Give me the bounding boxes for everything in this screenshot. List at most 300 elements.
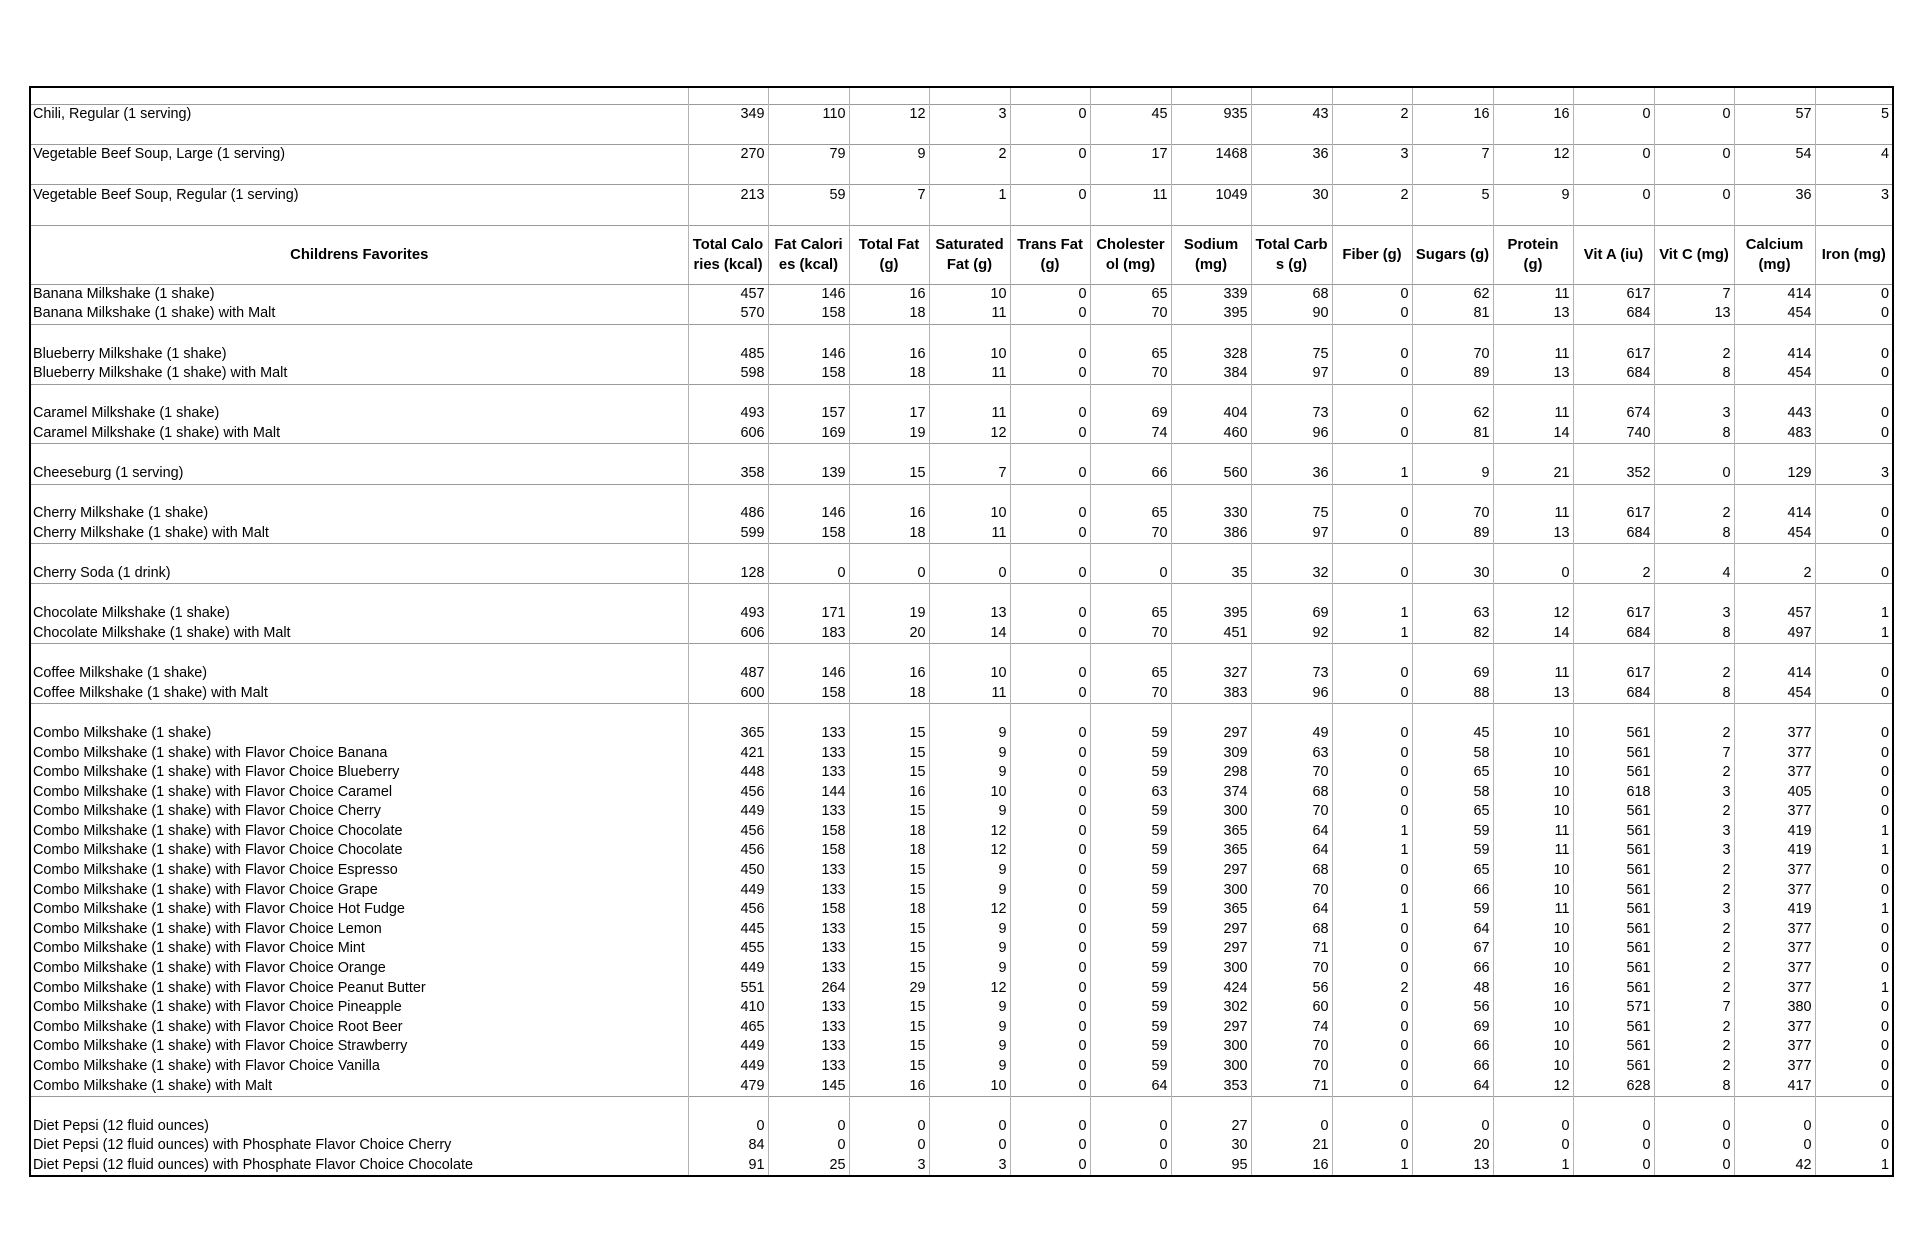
value-cell: 65 xyxy=(1412,861,1493,881)
value-cell: 0 xyxy=(1815,763,1893,783)
empty-cell xyxy=(849,125,929,145)
value-cell: 0 xyxy=(1332,1076,1412,1096)
empty-cell xyxy=(1171,544,1251,564)
value-cell: 0 xyxy=(768,1117,849,1137)
item-name-cell: Cheeseburg (1 serving) xyxy=(30,464,688,484)
value-cell: 2 xyxy=(1654,664,1734,684)
value-cell: 71 xyxy=(1251,939,1332,959)
value-cell: 10 xyxy=(1493,743,1573,763)
value-cell: 9 xyxy=(929,939,1010,959)
value-cell: 3 xyxy=(1815,185,1893,205)
value-cell: 13 xyxy=(929,604,1010,624)
column-header: Sugars (g) xyxy=(1412,225,1493,284)
value-cell: 11 xyxy=(1493,900,1573,920)
value-cell: 0 xyxy=(1010,880,1090,900)
value-cell: 213 xyxy=(688,185,768,205)
value-cell: 1 xyxy=(1815,978,1893,998)
value-cell: 1 xyxy=(1815,900,1893,920)
empty-cell xyxy=(1171,384,1251,404)
empty-cell xyxy=(30,484,688,504)
value-cell: 561 xyxy=(1573,763,1654,783)
value-cell: 12 xyxy=(929,424,1010,444)
empty-cell xyxy=(1171,704,1251,724)
empty-cell xyxy=(1332,324,1412,344)
value-cell: 0 xyxy=(1332,1037,1412,1057)
table-row xyxy=(30,624,1893,644)
value-cell: 183 xyxy=(768,624,849,644)
empty-cell xyxy=(929,87,1010,105)
value-cell: 0 xyxy=(1815,1037,1893,1057)
value-cell: 9 xyxy=(1412,464,1493,484)
empty-cell xyxy=(1251,1096,1332,1116)
item-name-cell: Combo Milkshake (1 shake) with Flavor Choice Vanilla xyxy=(30,1057,688,1077)
value-cell: 377 xyxy=(1734,802,1815,822)
empty-cell xyxy=(1090,704,1171,724)
table-row xyxy=(30,782,1893,802)
empty-cell xyxy=(929,165,1010,185)
value-cell: 42 xyxy=(1734,1156,1815,1177)
value-cell: 8 xyxy=(1654,424,1734,444)
table-row xyxy=(30,185,1893,205)
empty-cell xyxy=(30,584,688,604)
empty-cell xyxy=(688,704,768,724)
value-cell: 65 xyxy=(1090,344,1171,364)
empty-cell xyxy=(1251,644,1332,664)
empty-cell xyxy=(1493,87,1573,105)
value-cell: 59 xyxy=(1090,900,1171,920)
item-name-cell: Combo Milkshake (1 shake) with Flavor Choice Mint xyxy=(30,939,688,959)
spacer-row xyxy=(30,324,1893,344)
empty-cell xyxy=(929,125,1010,145)
value-cell: 3 xyxy=(1654,404,1734,424)
value-cell: 684 xyxy=(1573,304,1654,324)
value-cell: 2 xyxy=(1654,344,1734,364)
value-cell: 327 xyxy=(1171,664,1251,684)
value-cell: 3 xyxy=(929,105,1010,125)
value-cell: 146 xyxy=(768,284,849,304)
value-cell: 70 xyxy=(1251,959,1332,979)
value-cell: 302 xyxy=(1171,998,1251,1018)
empty-cell xyxy=(1412,444,1493,464)
value-cell: 11 xyxy=(1493,841,1573,861)
value-cell: 674 xyxy=(1573,404,1654,424)
value-cell: 7 xyxy=(1654,743,1734,763)
value-cell: 7 xyxy=(929,464,1010,484)
empty-cell xyxy=(929,444,1010,464)
empty-cell xyxy=(30,1096,688,1116)
empty-cell xyxy=(1412,704,1493,724)
value-cell: 561 xyxy=(1573,841,1654,861)
empty-cell xyxy=(30,87,688,105)
value-cell: 62 xyxy=(1412,404,1493,424)
value-cell: 561 xyxy=(1573,939,1654,959)
spacer-row xyxy=(30,1096,1893,1116)
column-header: Cholesterol (mg) xyxy=(1090,225,1171,284)
nutrition-table xyxy=(29,86,1894,1177)
value-cell: 8 xyxy=(1654,364,1734,384)
empty-cell xyxy=(1573,125,1654,145)
value-cell: 2 xyxy=(1654,1037,1734,1057)
value-cell: 59 xyxy=(1090,841,1171,861)
value-cell: 12 xyxy=(1493,145,1573,165)
value-cell: 2 xyxy=(1332,105,1412,125)
value-cell: 617 xyxy=(1573,344,1654,364)
value-cell: 454 xyxy=(1734,683,1815,703)
empty-cell xyxy=(1010,704,1090,724)
value-cell: 0 xyxy=(688,1117,768,1137)
item-name-cell: Combo Milkshake (1 shake) with Flavor Choice Peanut Butter xyxy=(30,978,688,998)
value-cell: 15 xyxy=(849,998,929,1018)
table-row xyxy=(30,1018,1893,1038)
empty-cell xyxy=(1493,324,1573,344)
empty-cell xyxy=(929,1096,1010,1116)
value-cell: 10 xyxy=(1493,763,1573,783)
value-cell: 377 xyxy=(1734,1037,1815,1057)
item-name-cell: Banana Milkshake (1 shake) xyxy=(30,284,688,304)
value-cell: 16 xyxy=(1251,1156,1332,1177)
value-cell: 456 xyxy=(688,822,768,842)
value-cell: 0 xyxy=(1815,1117,1893,1137)
value-cell: 377 xyxy=(1734,724,1815,744)
empty-cell xyxy=(30,704,688,724)
value-cell: 54 xyxy=(1734,145,1815,165)
item-name-cell: Cherry Milkshake (1 shake) xyxy=(30,504,688,524)
value-cell: 20 xyxy=(849,624,929,644)
value-cell: 270 xyxy=(688,145,768,165)
value-cell: 97 xyxy=(1251,524,1332,544)
value-cell: 0 xyxy=(1493,1117,1573,1137)
value-cell: 67 xyxy=(1412,939,1493,959)
value-cell: 10 xyxy=(1493,939,1573,959)
value-cell: 56 xyxy=(1251,978,1332,998)
value-cell: 70 xyxy=(1090,683,1171,703)
value-cell: 617 xyxy=(1573,284,1654,304)
item-name-cell: Combo Milkshake (1 shake) with Flavor Choice Grape xyxy=(30,880,688,900)
value-cell: 12 xyxy=(929,822,1010,842)
spacer-row xyxy=(30,584,1893,604)
value-cell: 0 xyxy=(1332,364,1412,384)
empty-cell xyxy=(688,324,768,344)
value-cell: 571 xyxy=(1573,998,1654,1018)
value-cell: 96 xyxy=(1251,683,1332,703)
empty-cell xyxy=(768,125,849,145)
value-cell: 561 xyxy=(1573,861,1654,881)
empty-cell xyxy=(1171,484,1251,504)
value-cell: 330 xyxy=(1171,504,1251,524)
value-cell: 451 xyxy=(1171,624,1251,644)
empty-cell xyxy=(1815,205,1893,225)
item-name-cell: Vegetable Beef Soup, Large (1 serving) xyxy=(30,145,688,165)
value-cell: 0 xyxy=(1815,1057,1893,1077)
value-cell: 395 xyxy=(1171,304,1251,324)
empty-cell xyxy=(1815,384,1893,404)
value-cell: 10 xyxy=(1493,724,1573,744)
value-cell: 18 xyxy=(849,524,929,544)
empty-cell xyxy=(929,544,1010,564)
table-row xyxy=(30,364,1893,384)
empty-cell xyxy=(768,444,849,464)
spacer-row xyxy=(30,644,1893,664)
value-cell: 0 xyxy=(1654,185,1734,205)
value-cell: 598 xyxy=(688,364,768,384)
item-name-cell: Combo Milkshake (1 shake) with Flavor Choice Cherry xyxy=(30,802,688,822)
value-cell: 365 xyxy=(1171,900,1251,920)
value-cell: 36 xyxy=(1251,145,1332,165)
value-cell: 0 xyxy=(1654,105,1734,125)
value-cell: 561 xyxy=(1573,822,1654,842)
value-cell: 309 xyxy=(1171,743,1251,763)
empty-cell xyxy=(929,205,1010,225)
column-header: Saturated Fat (g) xyxy=(929,225,1010,284)
value-cell: 1 xyxy=(1332,822,1412,842)
item-name-cell: Cherry Soda (1 drink) xyxy=(30,564,688,584)
value-cell: 59 xyxy=(1090,822,1171,842)
value-cell: 146 xyxy=(768,344,849,364)
value-cell: 454 xyxy=(1734,524,1815,544)
value-cell: 0 xyxy=(1332,920,1412,940)
empty-cell xyxy=(1573,584,1654,604)
value-cell: 171 xyxy=(768,604,849,624)
empty-cell xyxy=(1412,544,1493,564)
value-cell: 617 xyxy=(1573,604,1654,624)
value-cell: 1 xyxy=(1332,900,1412,920)
empty-cell xyxy=(1573,704,1654,724)
value-cell: 0 xyxy=(1815,880,1893,900)
value-cell: 158 xyxy=(768,841,849,861)
value-cell: 2 xyxy=(1654,939,1734,959)
value-cell: 15 xyxy=(849,1057,929,1077)
value-cell: 63 xyxy=(1251,743,1332,763)
value-cell: 349 xyxy=(688,105,768,125)
empty-cell xyxy=(688,444,768,464)
value-cell: 15 xyxy=(849,880,929,900)
value-cell: 561 xyxy=(1573,880,1654,900)
value-cell: 65 xyxy=(1090,504,1171,524)
value-cell: 16 xyxy=(1493,105,1573,125)
value-cell: 10 xyxy=(1493,1057,1573,1077)
value-cell: 0 xyxy=(1815,404,1893,424)
value-cell: 365 xyxy=(1171,841,1251,861)
value-cell: 30 xyxy=(1171,1136,1251,1156)
value-cell: 9 xyxy=(929,920,1010,940)
empty-cell xyxy=(1815,324,1893,344)
value-cell: 30 xyxy=(1251,185,1332,205)
empty-cell xyxy=(1332,484,1412,504)
value-cell: 377 xyxy=(1734,763,1815,783)
column-header: Fat Calories (kcal) xyxy=(768,225,849,284)
value-cell: 129 xyxy=(1734,464,1815,484)
empty-cell xyxy=(1734,1096,1815,1116)
value-cell: 133 xyxy=(768,724,849,744)
value-cell: 9 xyxy=(929,1018,1010,1038)
value-cell: 158 xyxy=(768,683,849,703)
item-name-cell: Combo Milkshake (1 shake) with Flavor Choice Orange xyxy=(30,959,688,979)
value-cell: 12 xyxy=(929,978,1010,998)
value-cell: 133 xyxy=(768,1057,849,1077)
value-cell: 0 xyxy=(1815,424,1893,444)
value-cell: 48 xyxy=(1412,978,1493,998)
empty-cell xyxy=(768,324,849,344)
value-cell: 14 xyxy=(929,624,1010,644)
empty-cell xyxy=(1171,1096,1251,1116)
empty-cell xyxy=(1090,205,1171,225)
value-cell: 68 xyxy=(1251,284,1332,304)
value-cell: 66 xyxy=(1412,1057,1493,1077)
empty-cell xyxy=(1010,544,1090,564)
value-cell: 68 xyxy=(1251,782,1332,802)
value-cell: 56 xyxy=(1412,998,1493,1018)
value-cell: 0 xyxy=(1332,284,1412,304)
value-cell: 11 xyxy=(1493,284,1573,304)
empty-cell xyxy=(1734,644,1815,664)
value-cell: 7 xyxy=(849,185,929,205)
empty-cell xyxy=(1010,584,1090,604)
empty-cell xyxy=(1251,704,1332,724)
value-cell: 383 xyxy=(1171,683,1251,703)
empty-cell xyxy=(768,484,849,504)
item-name-cell: Diet Pepsi (12 fluid ounces) xyxy=(30,1117,688,1137)
value-cell: 3 xyxy=(929,1156,1010,1177)
empty-cell xyxy=(1493,704,1573,724)
value-cell: 1049 xyxy=(1171,185,1251,205)
value-cell: 0 xyxy=(1815,504,1893,524)
value-cell: 454 xyxy=(1734,304,1815,324)
spacer-row xyxy=(30,165,1893,185)
value-cell: 11 xyxy=(929,404,1010,424)
value-cell: 8 xyxy=(1654,1076,1734,1096)
value-cell: 1 xyxy=(1815,624,1893,644)
value-cell: 0 xyxy=(1332,880,1412,900)
value-cell: 561 xyxy=(1573,1057,1654,1077)
item-name-cell: Diet Pepsi (12 fluid ounces) with Phosphate Flavor Choice Chocolate xyxy=(30,1156,688,1177)
value-cell: 0 xyxy=(1654,1156,1734,1177)
value-cell: 0 xyxy=(1815,743,1893,763)
empty-cell xyxy=(1412,484,1493,504)
value-cell: 417 xyxy=(1734,1076,1815,1096)
value-cell: 0 xyxy=(1010,524,1090,544)
value-cell: 110 xyxy=(768,105,849,125)
value-cell: 449 xyxy=(688,1037,768,1057)
empty-cell xyxy=(768,384,849,404)
value-cell: 1 xyxy=(1815,841,1893,861)
value-cell: 0 xyxy=(1815,364,1893,384)
value-cell: 300 xyxy=(1171,1057,1251,1077)
empty-cell xyxy=(1654,165,1734,185)
value-cell: 421 xyxy=(688,743,768,763)
value-cell: 18 xyxy=(849,822,929,842)
value-cell: 12 xyxy=(1493,604,1573,624)
value-cell: 16 xyxy=(1493,978,1573,998)
column-header-row xyxy=(30,225,1893,284)
value-cell: 16 xyxy=(849,284,929,304)
empty-cell xyxy=(929,584,1010,604)
value-cell: 66 xyxy=(1412,959,1493,979)
empty-cell xyxy=(1332,444,1412,464)
value-cell: 561 xyxy=(1573,959,1654,979)
table-row xyxy=(30,939,1893,959)
value-cell: 65 xyxy=(1412,802,1493,822)
value-cell: 561 xyxy=(1573,743,1654,763)
value-cell: 10 xyxy=(929,284,1010,304)
value-cell: 12 xyxy=(929,841,1010,861)
empty-cell xyxy=(1412,165,1493,185)
empty-cell xyxy=(1251,384,1332,404)
value-cell: 684 xyxy=(1573,364,1654,384)
value-cell: 59 xyxy=(1090,978,1171,998)
empty-cell xyxy=(1090,444,1171,464)
value-cell: 264 xyxy=(768,978,849,998)
value-cell: 66 xyxy=(1412,880,1493,900)
value-cell: 15 xyxy=(849,763,929,783)
value-cell: 0 xyxy=(1010,782,1090,802)
value-cell: 486 xyxy=(688,504,768,524)
value-cell: 1 xyxy=(1332,624,1412,644)
value-cell: 0 xyxy=(1010,504,1090,524)
value-cell: 1468 xyxy=(1171,145,1251,165)
empty-cell xyxy=(1734,704,1815,724)
empty-cell xyxy=(1654,584,1734,604)
value-cell: 63 xyxy=(1090,782,1171,802)
value-cell: 59 xyxy=(1412,900,1493,920)
value-cell: 0 xyxy=(1573,1117,1654,1137)
empty-cell xyxy=(1734,324,1815,344)
value-cell: 454 xyxy=(1734,364,1815,384)
value-cell: 11 xyxy=(1493,504,1573,524)
value-cell: 0 xyxy=(1654,1136,1734,1156)
value-cell: 128 xyxy=(688,564,768,584)
value-cell: 18 xyxy=(849,304,929,324)
value-cell: 91 xyxy=(688,1156,768,1177)
value-cell: 684 xyxy=(1573,624,1654,644)
empty-cell xyxy=(1412,1096,1493,1116)
value-cell: 0 xyxy=(1010,900,1090,920)
table-row xyxy=(30,404,1893,424)
value-cell: 7 xyxy=(1412,145,1493,165)
value-cell: 497 xyxy=(1734,624,1815,644)
value-cell: 0 xyxy=(1010,822,1090,842)
value-cell: 0 xyxy=(929,564,1010,584)
empty-cell xyxy=(849,87,929,105)
value-cell: 377 xyxy=(1734,959,1815,979)
value-cell: 35 xyxy=(1171,564,1251,584)
value-cell: 10 xyxy=(929,1076,1010,1096)
table-row xyxy=(30,284,1893,304)
value-cell: 457 xyxy=(688,284,768,304)
item-name-cell: Coffee Milkshake (1 shake) with Malt xyxy=(30,683,688,703)
value-cell: 0 xyxy=(1010,959,1090,979)
empty-cell xyxy=(688,87,768,105)
value-cell: 19 xyxy=(849,604,929,624)
item-name-cell: Combo Milkshake (1 shake) with Flavor Choice Root Beer xyxy=(30,1018,688,1038)
value-cell: 0 xyxy=(1090,1136,1171,1156)
value-cell: 11 xyxy=(1493,404,1573,424)
value-cell: 43 xyxy=(1251,105,1332,125)
empty-cell xyxy=(1332,87,1412,105)
empty-cell xyxy=(30,384,688,404)
value-cell: 69 xyxy=(1412,664,1493,684)
empty-cell xyxy=(1493,484,1573,504)
item-name-cell: Combo Milkshake (1 shake) with Flavor Choice Strawberry xyxy=(30,1037,688,1057)
value-cell: 0 xyxy=(1251,1117,1332,1137)
value-cell: 0 xyxy=(1815,920,1893,940)
table-row xyxy=(30,763,1893,783)
value-cell: 13 xyxy=(1493,524,1573,544)
value-cell: 70 xyxy=(1251,802,1332,822)
value-cell: 0 xyxy=(1332,1018,1412,1038)
item-name-cell: Combo Milkshake (1 shake) with Flavor Choice Caramel xyxy=(30,782,688,802)
empty-cell xyxy=(849,644,929,664)
value-cell: 0 xyxy=(1815,939,1893,959)
